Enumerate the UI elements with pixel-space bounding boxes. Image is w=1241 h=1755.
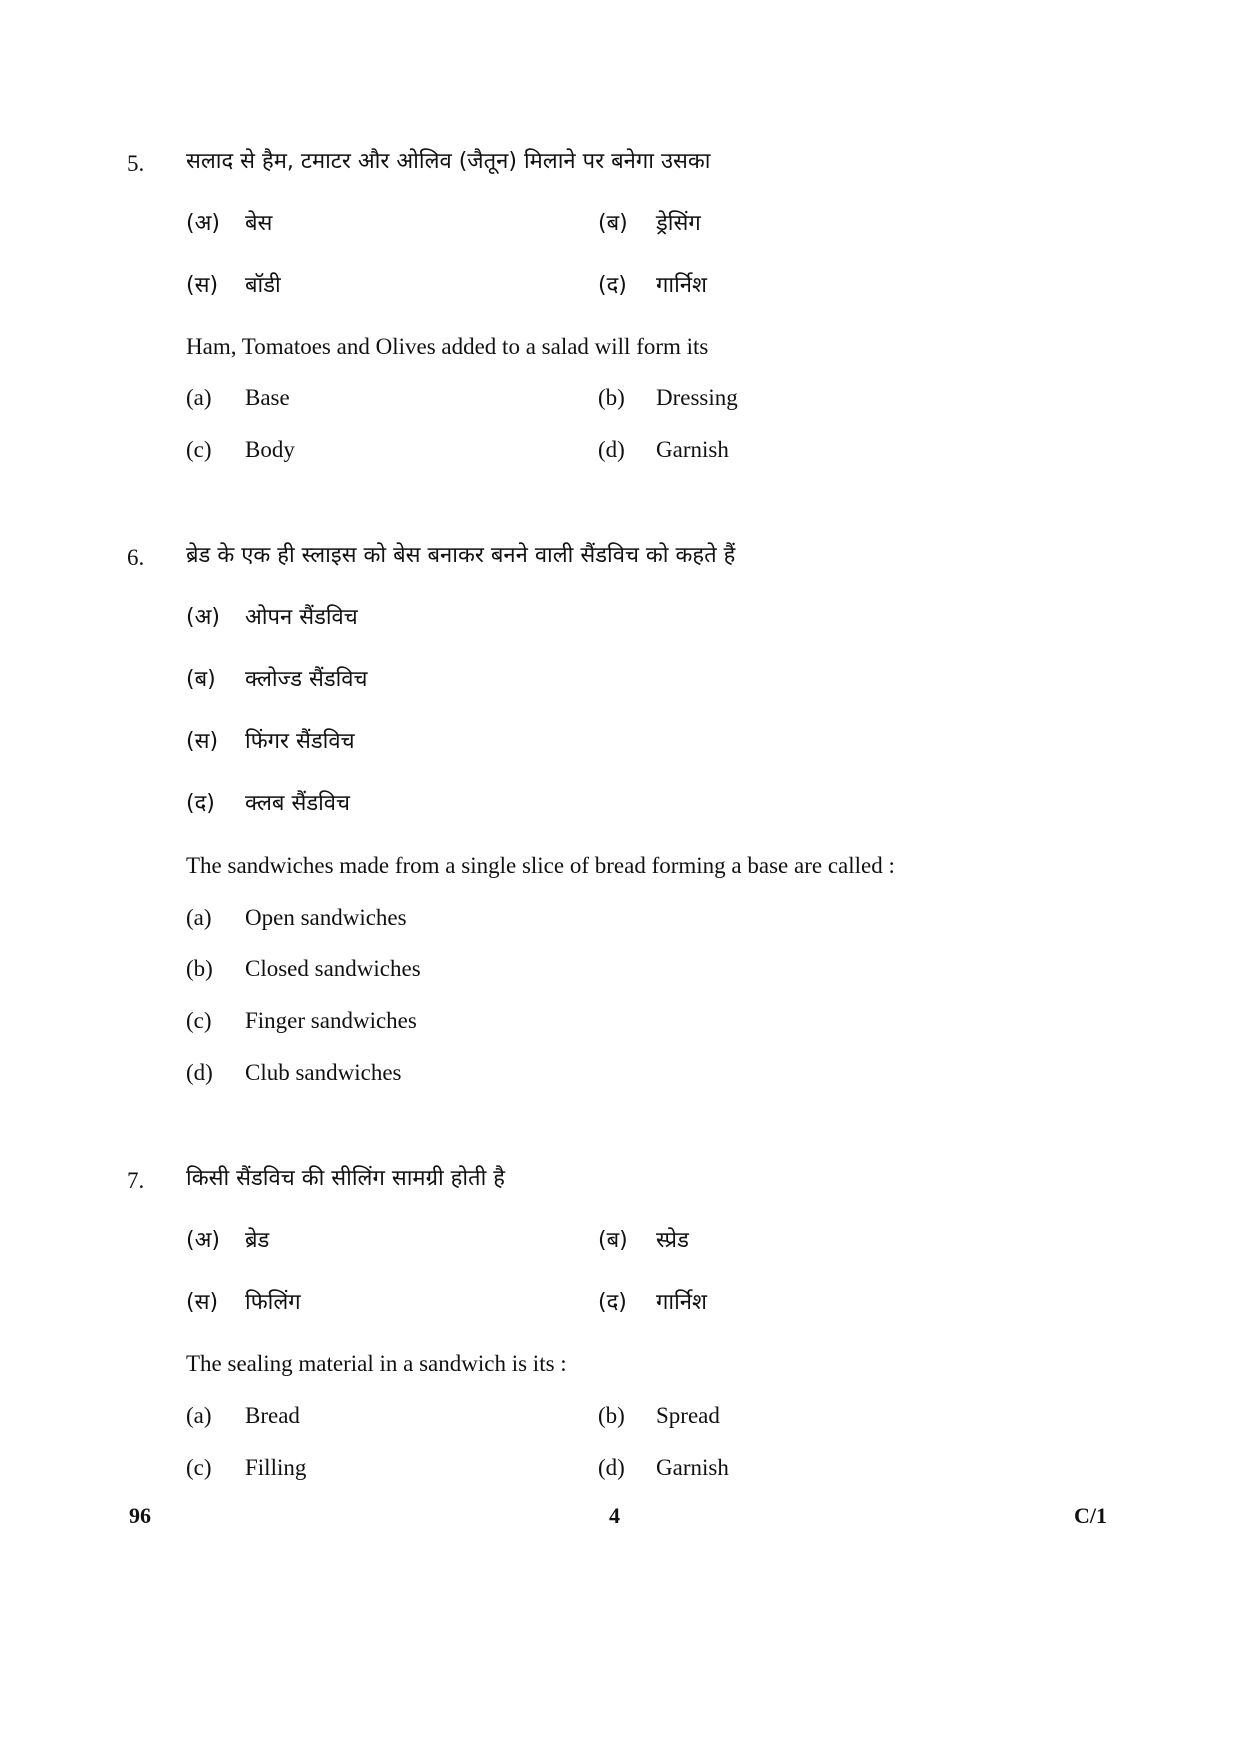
set-code: C/1 [1074, 1503, 1107, 1528]
option-text: ओपन सैंडविच [245, 605, 358, 630]
option-label: (द) [598, 273, 627, 298]
option-text: Finger sandwiches [245, 1008, 417, 1033]
option-label: (ब) [598, 211, 628, 236]
option-label: (c) [186, 1455, 212, 1480]
option-text: Body [245, 437, 295, 462]
option-label: (अ) [186, 605, 220, 630]
option-text: बेस [245, 211, 273, 236]
question-stem-hindi: सलाद से हैम, टमाटर और ओलिव (जैतून) मिलाने पर बनेगा उसका [186, 149, 711, 174]
option-text: गार्निश [656, 273, 707, 298]
option-text: Base [245, 385, 290, 410]
question-number: 7. [127, 1168, 145, 1193]
option-label: (c) [186, 437, 212, 462]
option-text: क्लोज्ड सैंडविच [245, 667, 368, 692]
option-text: Garnish [656, 1455, 729, 1480]
option-label: (d) [598, 437, 625, 462]
option-label: (a) [186, 1403, 212, 1428]
question-stem-english: Ham, Tomatoes and Olives added to a salad will form its [186, 334, 709, 359]
paper-code: 96 [129, 1503, 151, 1528]
option-text: ब्रेड [245, 1228, 270, 1253]
option-label: (अ) [186, 211, 220, 236]
option-label: (ब) [598, 1228, 628, 1253]
option-label: (ब) [186, 667, 216, 692]
option-text: Dressing [656, 385, 738, 410]
option-label: (b) [186, 956, 213, 981]
option-label: (अ) [186, 1228, 220, 1253]
option-text: Garnish [656, 437, 729, 462]
question-number: 6. [127, 545, 145, 570]
option-text: फिंगर सैंडविच [245, 729, 355, 754]
option-label: (a) [186, 385, 212, 410]
option-label: (d) [598, 1455, 625, 1480]
question-stem-english: The sealing material in a sandwich is its : [186, 1351, 567, 1376]
option-text: फिलिंग [245, 1290, 301, 1315]
option-text: Club sandwiches [245, 1060, 402, 1085]
option-text: Filling [245, 1455, 307, 1480]
option-label: (द) [598, 1290, 627, 1315]
option-label: (d) [186, 1060, 213, 1085]
option-text: Closed sandwiches [245, 956, 421, 981]
option-label: (c) [186, 1008, 212, 1033]
option-label: (b) [598, 1403, 625, 1428]
option-label: (स) [186, 273, 219, 298]
option-text: Open sandwiches [245, 905, 407, 930]
option-text: Bread [245, 1403, 300, 1428]
option-label: (स) [186, 1290, 219, 1315]
option-label: (द) [186, 791, 215, 816]
option-label: (a) [186, 905, 212, 930]
option-label: (b) [598, 385, 625, 410]
page-number: 4 [609, 1503, 620, 1528]
option-label: (स) [186, 729, 219, 754]
option-text: स्प्रेड [656, 1228, 689, 1253]
question-stem-hindi: किसी सैंडविच की सीलिंग सामग्री होती है [186, 1166, 505, 1191]
option-text: गार्निश [656, 1290, 707, 1315]
option-text: Spread [656, 1403, 720, 1428]
option-text: ड्रेसिंग [656, 211, 701, 236]
question-number: 5. [127, 151, 145, 176]
question-stem-english: The sandwiches made from a single slice of bread forming a base are called : [186, 853, 895, 878]
option-text: बॉडी [245, 273, 281, 298]
option-text: क्लब सैंडविच [245, 791, 351, 816]
question-stem-hindi: ब्रेड के एक ही स्लाइस को बेस बनाकर बनने वाली सैंडविच को कहते हैं [186, 543, 736, 568]
